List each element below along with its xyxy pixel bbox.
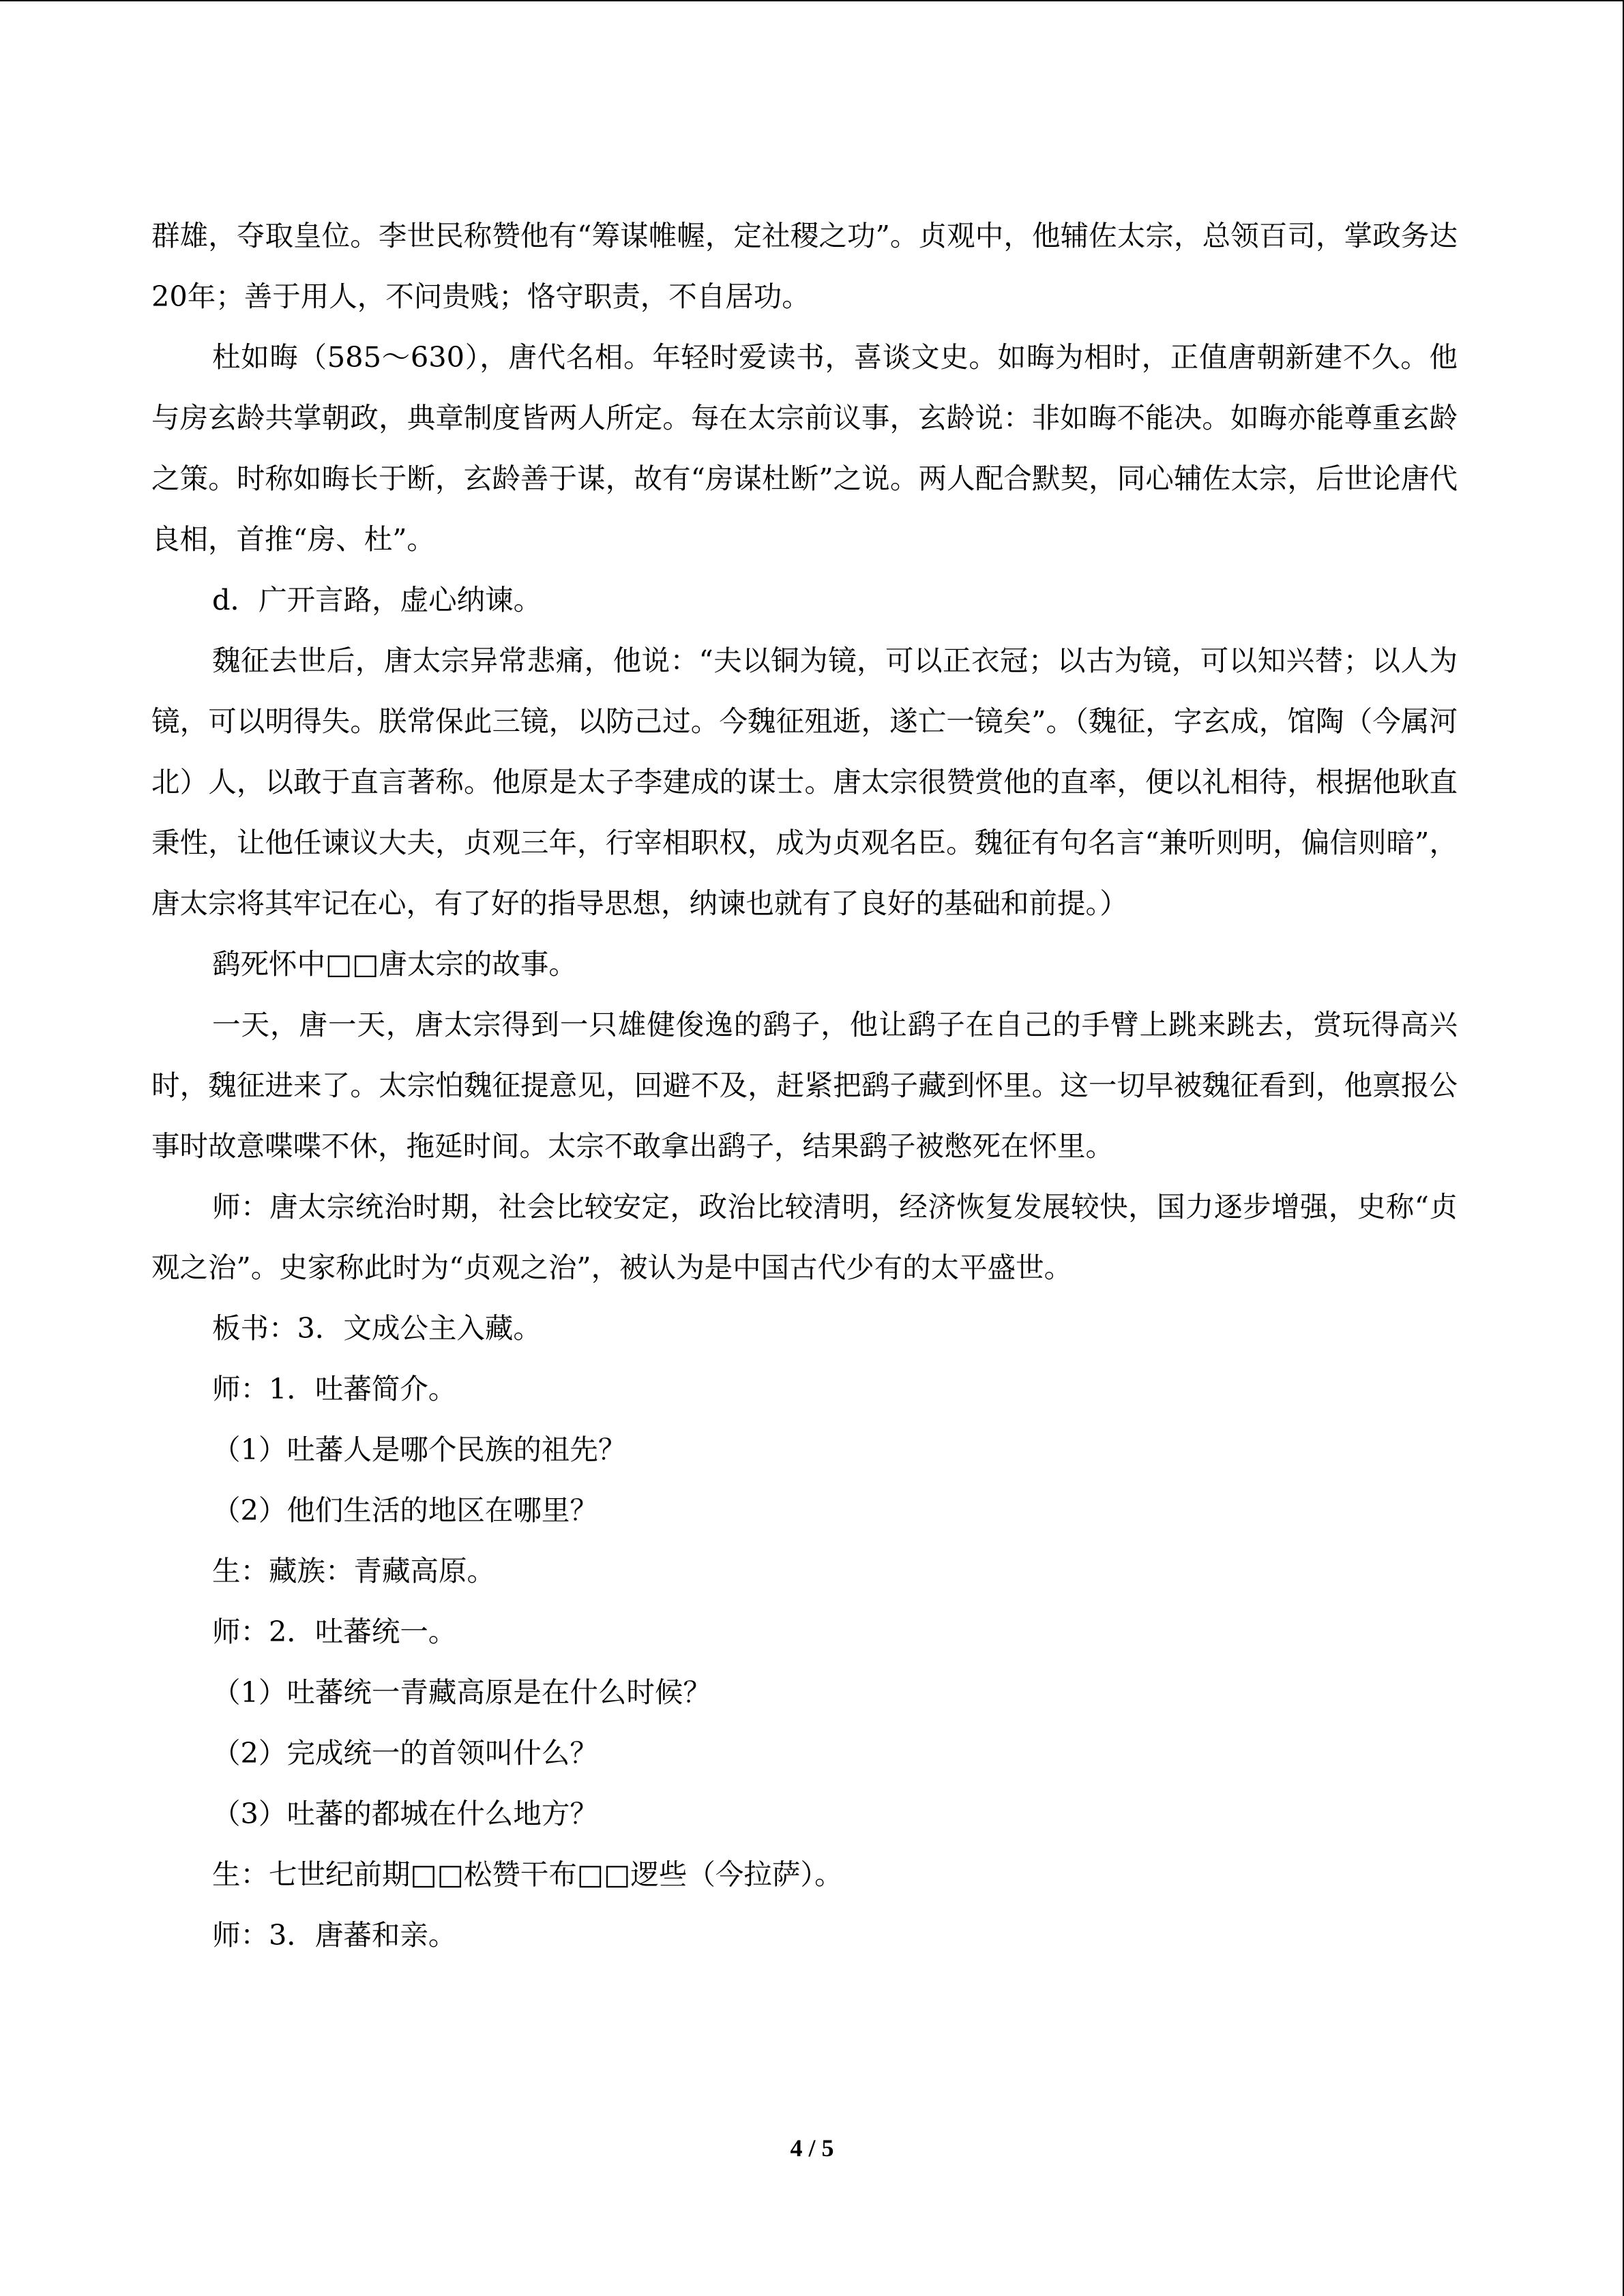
paragraph: （2）他们生活的地区在哪里？: [212, 1493, 598, 1527]
paragraph: 群雄，夺取皇位。李世民称赞他有“筹谋帷幄，定社稷之功”。贞观中，他辅佐太宗，总领百司，掌政务达20年；善于用人，不问贵贱；恪守职责，不自居功。: [151, 219, 1458, 313]
paragraph: 师：唐太宗统治时期，社会比较安定，政治比较清明，经济恢复发展较快，国力逐步增强，史称“贞观之治”。史家称此时为“贞观之治”，被认为是中国古代少有的太平盛世。: [151, 1190, 1458, 1284]
paragraph: d．广开言路，虚心纳谏。: [212, 583, 542, 616]
paragraph: （1）吐蕃统一青藏高原是在什么时候？: [212, 1675, 711, 1709]
paragraph: 生：七世纪前期□□松赞干布□□逻些（今拉萨）。: [212, 1858, 843, 1891]
paragraph: 生：藏族：青藏高原。: [212, 1554, 496, 1587]
page-number: 4 / 5: [790, 2134, 834, 2162]
paragraph: 板书：3．文成公主入藏。: [212, 1311, 542, 1345]
paragraph: 鹞死怀中□□唐太宗的故事。: [212, 947, 577, 981]
paragraph: 师：2．吐蕃统一。: [212, 1615, 457, 1648]
paragraph: 杜如晦（585～630），唐代名相。年轻时爱读书，喜谈文史。如晦为相时，正值唐朝新建不久。他与房玄龄共掌朝政，典章制度皆两人所定。每在太宗前议事，玄龄说：非如晦不能决。如晦亦能尊重玄龄之策。时称如晦长于断，玄龄善于谋，故有“房谋杜断”之说。两人配合默契，同心辅佐太宗，后世论唐代良相，首推“房、杜”。: [151, 340, 1458, 556]
paragraph: （3）吐蕃的都城在什么地方？: [212, 1797, 598, 1830]
paragraph: （1）吐蕃人是哪个民族的祖先？: [212, 1433, 627, 1466]
paragraph: 师：1．吐蕃简介。: [212, 1372, 457, 1405]
document-body: [151, 205, 1458, 1965]
paragraph: （2）完成统一的首领叫什么？: [212, 1736, 598, 1770]
paragraph: 魏征去世后，唐太宗异常悲痛，他说：“夫以铜为镜，可以正衣冠；以古为镜，可以知兴替；以人为镜，可以明得失。朕常保此三镜，以防己过。今魏征殂逝，遂亡一镜矣”。（魏征，字玄成，馆陶（今属河北）人，以敢于直言著称。他原是太子李建成的谋士。唐太宗很赞赏他的直率，便以礼相待，根据他耿直秉性，让他任谏议大夫，贞观三年，行宰相职权，成为贞观名臣。魏征有句名言“兼听则明，偏信则暗”，唐太宗将其牢记在心，有了好的指导思想，纳谏也就有了良好的基础和前提。）: [151, 644, 1458, 920]
paragraph: 一天，唐一天，唐太宗得到一只雄健俊逸的鹞子，他让鹞子在自己的手臂上跳来跳去，赏玩得高兴时，魏征进来了。太宗怕魏征提意见，回避不及，赶紧把鹞子藏到怀里。这一切早被魏征看到，他禀报公事时故意喋喋不休，拖延时间。太宗不敢拿出鹞子，结果鹞子被憋死在怀里。: [151, 1008, 1458, 1163]
paragraph: 师：3．唐蕃和亲。: [212, 1918, 457, 1952]
